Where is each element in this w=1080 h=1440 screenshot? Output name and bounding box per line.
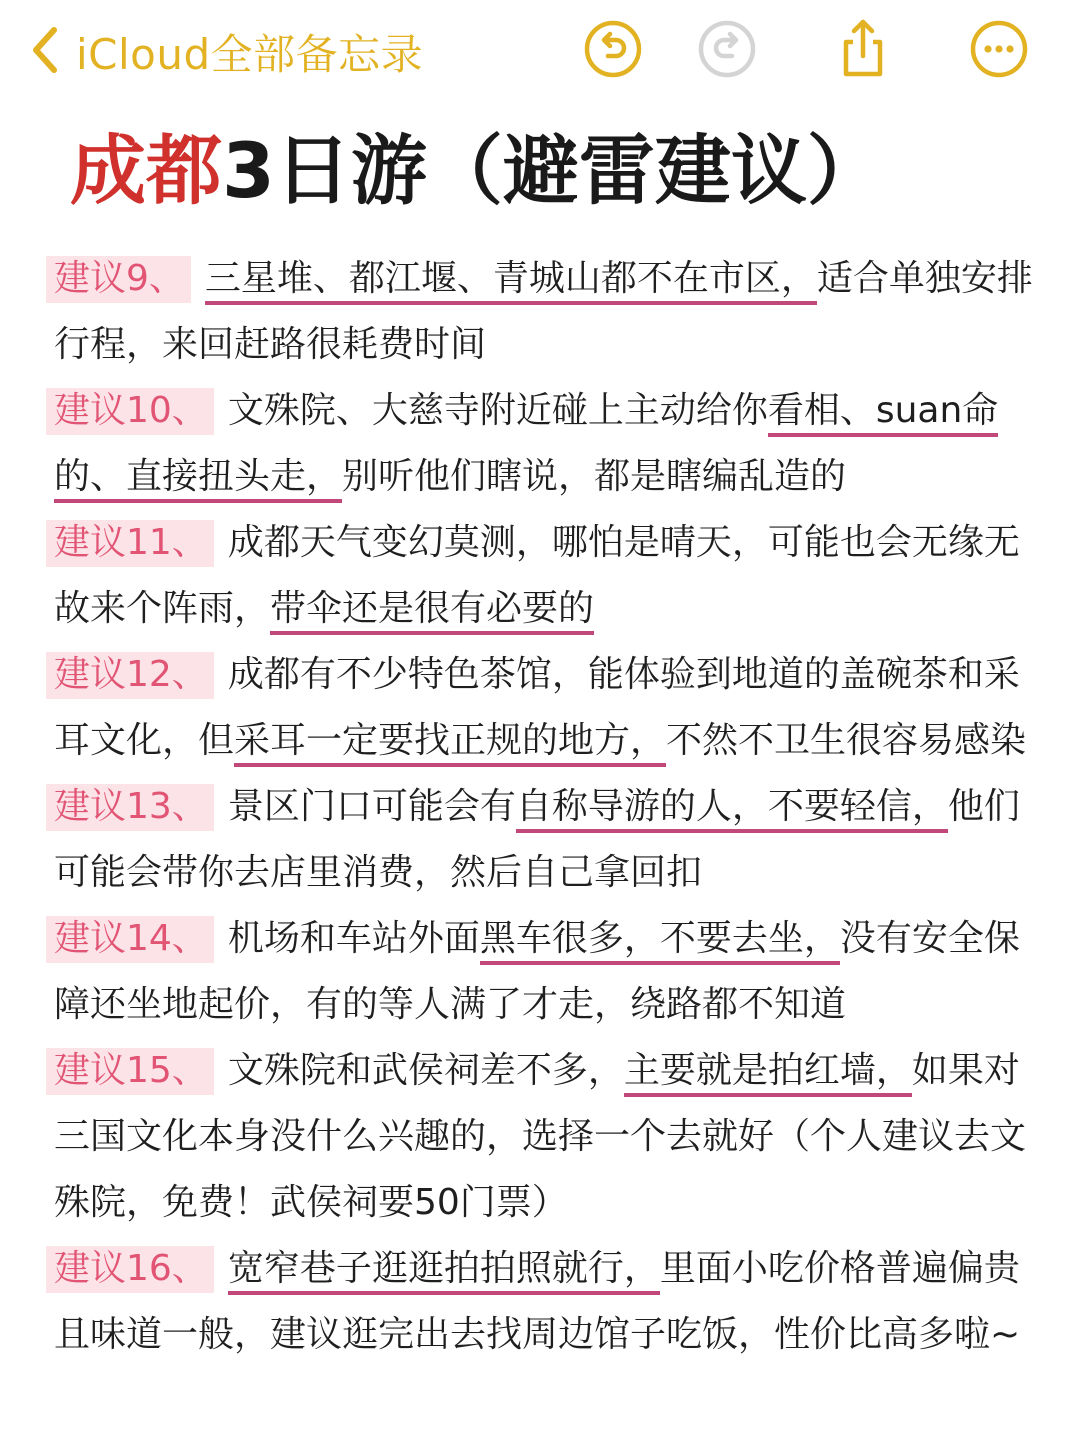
tip-paragraph [54, 246, 1044, 378]
share-button[interactable] [832, 20, 894, 82]
navigation-bar [0, 0, 1080, 105]
tip-text: 没有安全保障还坐地起价，有的等人满了才走，绕路都不知道 [54, 918, 1020, 1025]
share-icon [832, 18, 894, 84]
tip-paragraph [54, 774, 1044, 906]
underlined-text: 带伞还是很有必要的 [270, 588, 594, 635]
tip-number-tag: 建议12、 [54, 652, 214, 699]
tip-number-tag: 建议11、 [54, 520, 214, 567]
tip-text: 文殊院和武侯祠差不多， [227, 1050, 624, 1091]
note-title-rest: 3日游（避雷建议） [222, 126, 883, 215]
more-options-button[interactable] [968, 20, 1030, 82]
tip-paragraph [54, 378, 1044, 510]
tip-text: 适合单独安排行程，来回赶路很耗费时间 [54, 258, 1033, 365]
underlined-text: 黑车很多，不要去坐， [480, 918, 840, 965]
tip-text: 别听他们瞎说，都是瞎编乱造的 [342, 456, 847, 497]
note-title [70, 126, 883, 216]
tip-paragraph [54, 906, 1044, 1038]
underlined-text: 看相、suan命的、直接扭头走， [54, 390, 998, 503]
underlined-text: 宽窄巷子逛逛拍拍照就行， [228, 1248, 660, 1295]
tip-paragraph [54, 1038, 1044, 1236]
tip-text: 他们可能会带你去店里消费，然后自己拿回扣 [54, 786, 1020, 893]
underlined-text: 三星堆、都江堰、青城山都不在市区， [205, 258, 817, 305]
tip-number-tag: 建议15、 [54, 1048, 214, 1095]
redo-button[interactable] [696, 20, 758, 82]
tip-text: 如果对三国文化本身没什么兴趣的，选择一个去就好（个人建议去文殊院，免费！武侯祠要50门票） [54, 1050, 1027, 1223]
tip-text: 成都有不少特色茶馆，能体验到地道的盖碗茶和采耳文化，但 [54, 654, 1020, 761]
underlined-text: 自称导游的人，不要轻信， [516, 786, 948, 833]
note-body[interactable] [54, 246, 1044, 1368]
undo-button[interactable] [582, 20, 644, 82]
undo-icon [582, 18, 644, 84]
underlined-text: 主要就是拍红墙， [624, 1050, 912, 1097]
more-icon [968, 18, 1030, 84]
tip-text: 景区门口可能会有 [227, 786, 516, 827]
tip-text: 里面小吃价格普遍偏贵且味道一般，建议逛完出去找周边馆子吃饭，性价比高多啦~ [54, 1248, 1021, 1355]
back-button-label: iCloud全部备忘录 [76, 30, 424, 79]
underlined-text: 采耳一定要找正规的地方， [234, 720, 666, 767]
back-button[interactable] [28, 22, 423, 82]
tip-text: 成都天气变幻莫测，哪怕是晴天，可能也会无缘无故来个阵雨， [54, 522, 1020, 629]
redo-icon [696, 18, 758, 84]
tip-number-tag: 建议10、 [54, 388, 214, 435]
tip-number-tag: 建议9、 [54, 256, 191, 303]
tip-number-tag: 建议16、 [54, 1246, 214, 1293]
tip-paragraph [54, 1236, 1044, 1368]
tip-paragraph [54, 642, 1044, 774]
tip-number-tag: 建议14、 [54, 916, 214, 963]
tip-text: 不然不卫生很容易感染 [666, 720, 1027, 761]
tip-number-tag: 建议13、 [54, 784, 214, 831]
chevron-left-icon [28, 24, 62, 80]
tip-text: 文殊院、大慈寺附近碰上主动给你 [227, 390, 768, 431]
tip-text: 机场和车站外面 [227, 918, 480, 959]
tip-paragraph [54, 510, 1044, 642]
note-title-highlight: 成都 [70, 126, 222, 215]
